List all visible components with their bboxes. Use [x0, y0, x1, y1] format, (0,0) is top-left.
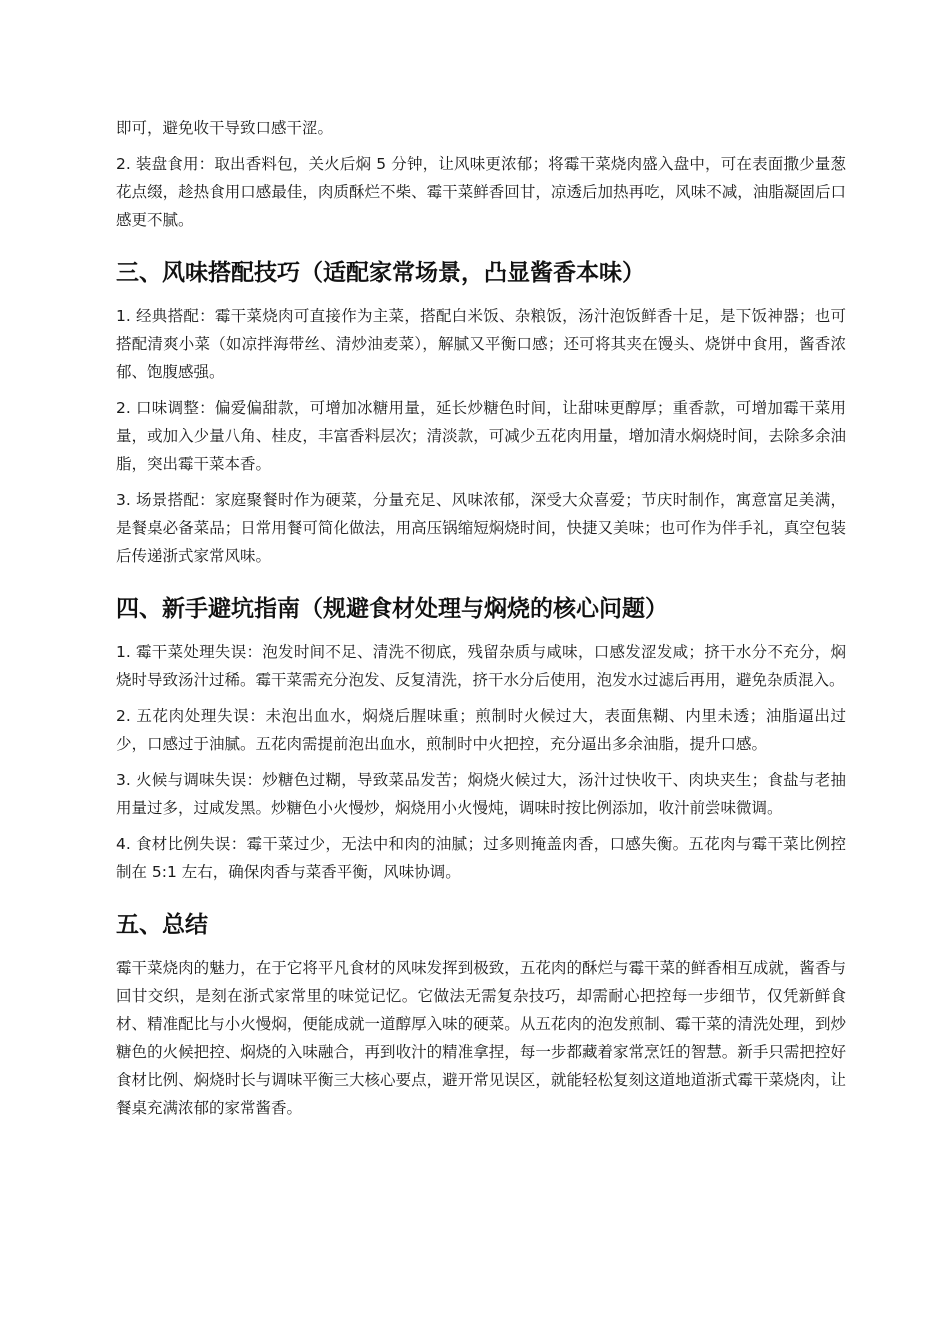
section-3-item-2: 2. 口味调整：偏爱偏甜款，可增加冰糖用量，延长炒糖色时间，让甜味更醇厚；重香款，可增加霉干菜用量，或加入少量八角、桂皮，丰富香料层次；清淡款，可减少五花肉用量，增加清水焖烧时间，去除多余油脂，突出霉干菜本香。 — [116, 399, 846, 473]
section-3-item-1: 1. 经典搭配：霉干菜烧肉可直接作为主菜，搭配白米饭、杂粮饭，汤汁泡饭鲜香十足，是下饭神器；也可搭配清爽小菜（如凉拌海带丝、清炒油麦菜），解腻又平衡口感；还可将其夹在馒头、烧饼中食用，酱香浓郁、饱腹感强。 — [116, 307, 846, 381]
section-4-item-2: 2. 五花肉处理失误：未泡出血水，焖烧后腥味重；煎制时火候过大，表面焦糊、内里未透；油脂逼出过少，口感过于油腻。五花肉需提前泡出血水，煎制时中火把控，充分逼出多余油脂，提升口感。 — [116, 707, 846, 753]
intro-continued-text: 即可，避免收干导致口感干涩。 — [116, 119, 334, 137]
section-4-item-4: 4. 食材比例失误：霉干菜过少，无法中和肉的油腻；过多则掩盖肉香，口感失衡。五花肉与霉干菜比例控制在 5:1 左右，确保肉香与菜香平衡，风味协调。 — [116, 835, 846, 881]
document-page — [116, 114, 846, 1130]
section-4-item-1: 1. 霉干菜处理失误：泡发时间不足、清洗不彻底，残留杂质与咸味，口感发涩发咸；挤干水分不充分，焖烧时导致汤汁过稀。霉干菜需充分泡发、反复清洗，挤干水分后使用，泡发水过滤后再用，避免杂质混入。 — [116, 643, 846, 689]
section-5-title: 五、总结 — [116, 912, 208, 938]
section-5-body: 霉干菜烧肉的魅力，在于它将平凡食材的风味发挥到极致，五花肉的酥烂与霉干菜的鲜香相互成就，酱香与回甘交织，是刻在浙式家常里的味觉记忆。它做法无需复杂技巧，却需耐心把控每一步细节，仅凭新鲜食材、精准配比与小火慢焖，便能成就一道醇厚入味的硬菜。从五花肉的泡发煎制、霉干菜的清洗处理，到炒糖色的火候把控、焖烧的入味融合，再到收汁的精准拿捏，每一步都藏着家常烹饪的智慧。新手只需把控好食材比例、焖烧时长与调味平衡三大核心要点，避开常见误区，就能轻松复刻这道地道浙式霉干菜烧肉，让餐桌充满浓郁的家常酱香。 — [116, 959, 846, 1117]
section-4-item-3: 3. 火候与调味失误：炒糖色过糊，导致菜品发苦；焖烧火候过大，汤汁过快收干、肉块夹生；食盐与老抽用量过多，过咸发黑。炒糖色小火慢炒，焖烧用小火慢炖，调味时按比例添加，收汁前尝味微调。 — [116, 771, 846, 817]
section-beginner-guide — [116, 592, 846, 886]
intro-step-2: 2. 装盘食用：取出香料包，关火后焖 5 分钟，让风味更浓郁；将霉干菜烧肉盛入盘中，可在表面撒少量葱花点缀，趁热食用口感最佳，肉质酥烂不柴、霉干菜鲜香回甘，凉透后加热再吃，风味不减，油脂凝固后口感更不腻。 — [116, 155, 846, 229]
section-summary — [116, 908, 846, 1122]
section-4-title: 四、新手避坑指南（规避食材处理与焖烧的核心问题） — [116, 596, 668, 622]
section-flavor-pairing — [116, 256, 846, 570]
section-3-item-3: 3. 场景搭配：家庭聚餐时作为硬菜，分量充足、风味浓郁，深受大众喜爱；节庆时制作，寓意富足美满，是餐桌必备菜品；日常用餐可简化做法，用高压锅缩短焖烧时间，快捷又美味；也可作为伴手礼，真空包装后传递浙式家常风味。 — [116, 491, 846, 565]
section-3-title: 三、风味搭配技巧（适配家常场景，凸显酱香本味） — [116, 260, 645, 286]
